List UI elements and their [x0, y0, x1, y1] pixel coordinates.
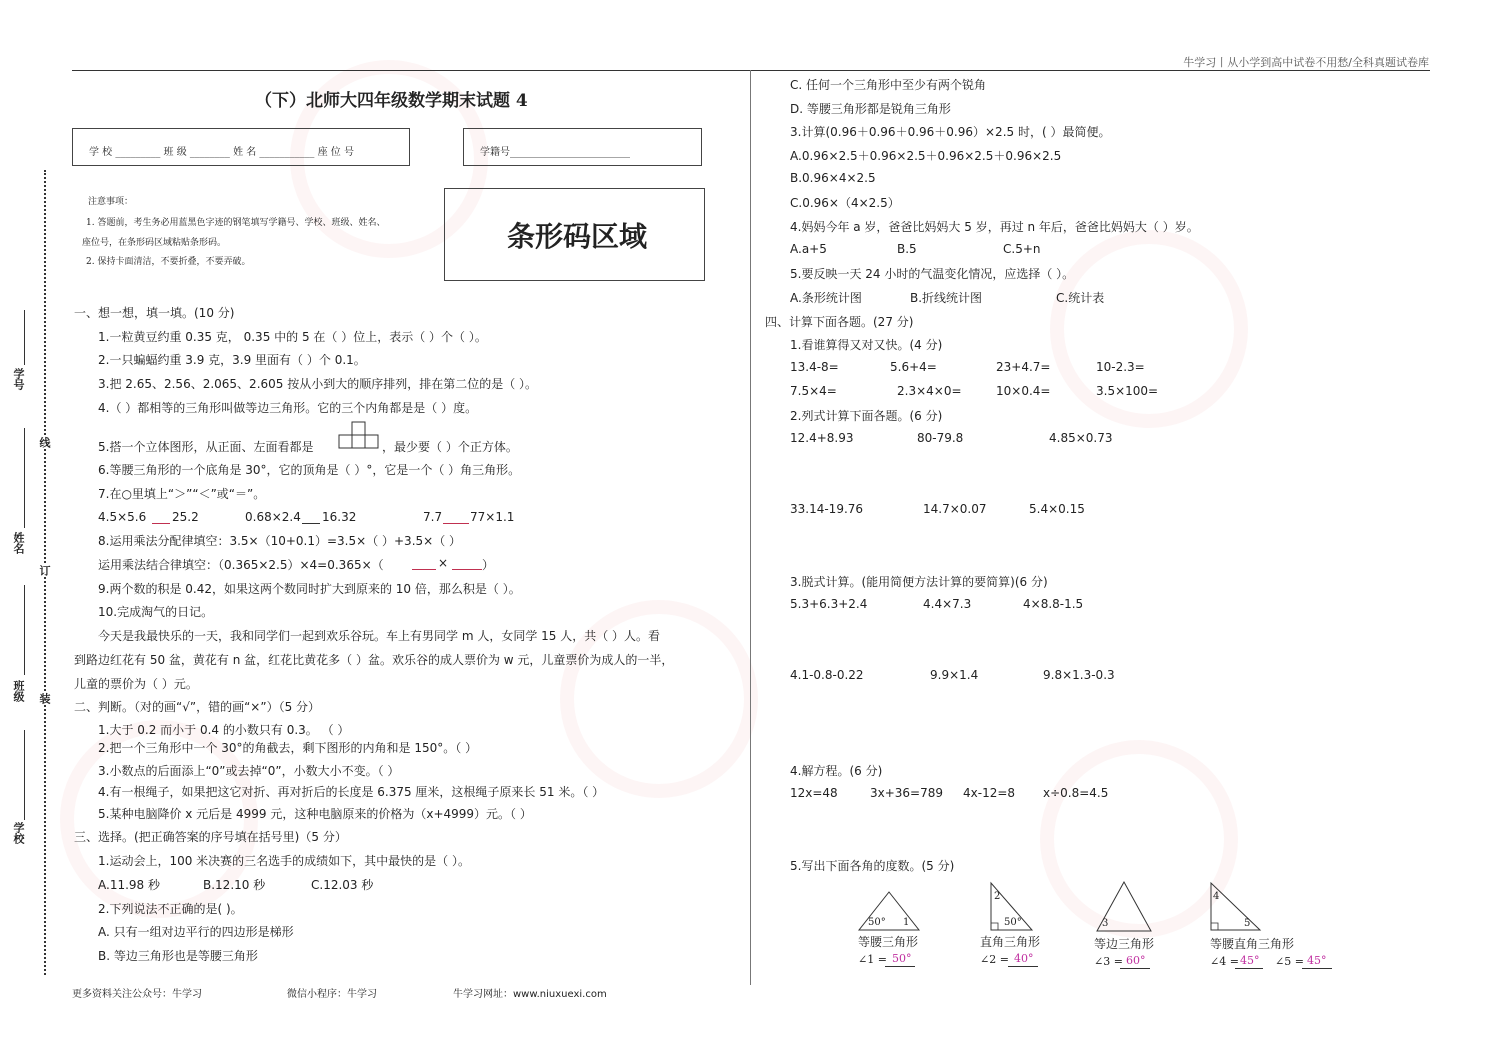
q7-b-blank — [302, 523, 320, 524]
tri3-answer: 60° — [1126, 954, 1146, 967]
calc-2-r1-c: 4.85×0.73 — [1049, 431, 1113, 445]
section-3-title: 三、选择。(把正确答案的序号填在括号里)（5 分） — [74, 830, 347, 844]
q10: 10.完成淘气的日记。 — [98, 605, 214, 619]
side-label-xingming: 姓名 — [12, 532, 25, 554]
side-label-ding: 订 — [38, 565, 51, 576]
q5-part1: 5.搭一个立体图形，从正面、左面看都是 — [98, 440, 314, 454]
header-slogan: 牛学习丨从小学到高中试卷不用愁/全科真题试卷库 — [1183, 56, 1429, 69]
choice-3-c: C.0.96×（4×2.5） — [790, 196, 900, 210]
calc-4-d: x÷0.8=4.5 — [1043, 786, 1109, 800]
calc-2-r1-a: 12.4+8.93 — [790, 431, 854, 445]
calc-4-c: 4x-12=8 — [963, 786, 1016, 800]
calc-2-title: 2.列式计算下面各题。(6 分) — [790, 409, 943, 423]
calc-4-a: 12x=48 — [790, 786, 838, 800]
id-box-text: 学籍号________________________ — [480, 147, 630, 158]
tri3-angle-number: 3 — [1102, 918, 1109, 929]
tri1-angle-number: 1 — [903, 917, 910, 928]
info-box — [72, 128, 410, 166]
calc-3-title: 3.脱式计算。(能用简便方法计算的要简算)(6 分) — [790, 575, 1048, 589]
tri1-answer: 50° — [892, 952, 912, 965]
tri3-answer-line — [1120, 968, 1150, 969]
choice-5: 5.要反映一天 24 小时的气温变化情况，应选择（ ）。 — [790, 267, 1075, 281]
section-4-title: 四、计算下面各题。(27 分) — [765, 315, 914, 329]
calc-3-r1-b: 4.4×7.3 — [923, 597, 972, 611]
q8-b-part3: ） — [482, 558, 495, 572]
tri2-base-angle: 50° — [1004, 917, 1022, 928]
barcode-box — [444, 188, 705, 281]
calc-2-r2-c: 5.4×0.15 — [1029, 502, 1085, 516]
side-label-xian: 线 — [38, 437, 51, 448]
notes-line3: 2. 保持卡面清洁，不要折叠，不要弄破。 — [86, 257, 251, 267]
diary-line3: 儿童的票价为（ ）元。 — [74, 677, 198, 691]
tri2-angle-label: ∠2 = — [980, 953, 1009, 966]
tri4-name: 等腰直角三角形 — [1210, 937, 1295, 951]
q7-c-left: 7.7 — [423, 510, 443, 524]
calc-1-r2-d: 3.5×100= — [1096, 384, 1159, 398]
calc-1-r2-b: 2.3×4×0= — [897, 384, 962, 398]
choice-4: 4.妈妈今年 a 岁，爸爸比妈妈大 5 岁，再过 n 年后，爸爸比妈妈大（ ）岁。 — [790, 220, 1199, 234]
choice-1-b: B.12.10 秒 — [203, 878, 266, 892]
q7-a-right: 25.2 — [172, 510, 199, 524]
q6: 6.等腰三角形的一个底角是 30°，它的顶角是（ ）°，它是一个（ ）角三角形。 — [98, 463, 521, 477]
choice-1-c: C.12.03 秒 — [311, 878, 374, 892]
q7-b-left: 0.68×2.4 — [245, 510, 301, 524]
notes-title: 注意事项： — [88, 197, 134, 207]
notes-line2: 座位号，在条形码区域粘贴条形码。 — [82, 238, 227, 248]
notes-line1: 1. 答题前，考生务必用蓝黑色字迹的钢笔填写学籍号、学校、班级、姓名、 — [86, 218, 386, 228]
side-label-xuexiao: 学校 — [12, 822, 25, 844]
calc-5-title: 5.写出下面各角的度数。(5 分) — [790, 859, 955, 873]
tri1-answer-line — [885, 966, 915, 967]
q2: 2.一只蝙蝠约重 3.9 克，3.9 里面有（ ）个 0.1。 — [98, 353, 366, 367]
isosceles-right-triangle-figure — [1208, 880, 1264, 932]
tri5-answer: 45° — [1307, 954, 1327, 967]
calc-3-r2-b: 9.9×1.4 — [930, 668, 979, 682]
choice-2-a: A. 只有一组对边平行的四边形是梯形 — [98, 925, 294, 939]
choice-4-b: B.5 — [897, 242, 917, 256]
q8-b-blank2 — [452, 569, 482, 570]
isosceles-triangle-figure — [855, 890, 923, 932]
q1: 1.一粒黄豆约重 0.35 克， 0.35 中的 5 在（ ）位上，表示（ ）个（ ）。 — [98, 330, 487, 344]
page-title: （下）北师大四年级数学期末试题 4 — [255, 91, 528, 111]
side-label-zhuang: 装 — [38, 693, 51, 704]
side-blank-3 — [24, 585, 25, 675]
side-label-xuehao: 学号 — [12, 368, 25, 390]
q7-c-right: 77×1.1 — [470, 510, 515, 524]
column-divider — [750, 70, 751, 985]
q8-b-blank1 — [412, 569, 436, 570]
calc-1-r2-a: 7.5×4= — [790, 384, 837, 398]
tri1-base-angle: 50° — [868, 917, 886, 928]
cube-view-figure — [338, 420, 380, 450]
calc-3-r2-a: 4.1-0.8-0.22 — [790, 668, 864, 682]
calc-4-b: 3x+36=789 — [870, 786, 944, 800]
choice-2-d: D. 等腰三角形都是锐角三角形 — [790, 102, 951, 116]
tri2-answer: 40° — [1014, 952, 1034, 965]
q8-b-part1: 运用乘法结合律填空：（0.365×2.5）×4=0.365×（ — [98, 558, 384, 572]
judge-2: 2.把一个三角形中一个 30°的角截去，剩下图形的内角和是 150°。（ ） — [98, 741, 478, 755]
id-box — [463, 128, 702, 166]
choice-2: 2.下列说法不正确的是( )。 — [98, 902, 243, 916]
calc-3-r1-c: 4×8.8-1.5 — [1023, 597, 1084, 611]
q7: 7.在○里填上“＞”“＜”或“＝”。 — [98, 487, 266, 501]
choice-3-a: A.0.96×2.5＋0.96×2.5＋0.96×2.5＋0.96×2.5 — [790, 149, 1062, 163]
tri2-answer-line — [1008, 966, 1038, 967]
q5-part2: ，最少要（ ）个正方体。 — [382, 440, 518, 454]
judge-3: 3.小数点的后面添上“0”或去掉“0”，小数大小不变。（ ） — [98, 764, 400, 778]
calc-3-r2-c: 9.8×1.3-0.3 — [1043, 668, 1115, 682]
side-blank-2 — [24, 428, 25, 528]
calc-1-r1-b: 5.6+4= — [890, 360, 937, 374]
tri5-answer-line — [1302, 968, 1332, 969]
calc-2-r1-b: 80-79.8 — [917, 431, 964, 445]
calc-1-r1-d: 10-2.3= — [1096, 360, 1145, 374]
calc-3-r1-a: 5.3+6.3+2.4 — [790, 597, 868, 611]
tri1-name: 等腰三角形 — [858, 935, 919, 949]
section-1-title: 一、想一想，填一填。(10 分) — [74, 306, 235, 320]
choice-5-a: A.条形统计图 — [790, 291, 862, 305]
tri4-answer: 45° — [1240, 954, 1260, 967]
q7-a-left: 4.5×5.6 — [98, 510, 147, 524]
calc-1-title: 1.看谁算得又对又快。(4 分) — [790, 338, 943, 352]
header-rule — [72, 70, 1430, 71]
choice-3: 3.计算(0.96＋0.96＋0.96＋0.96）×2.5 时，( ）最简便。 — [790, 125, 1111, 139]
choice-5-b: B.折线统计图 — [910, 291, 983, 305]
tri1-angle-label: ∠1 = — [858, 953, 887, 966]
diary-line1: 今天是我最快乐的一天，我和同学们一起到欢乐谷玩。车上有男同学 m 人，女同学 15 人，共（ ）人。看 — [98, 629, 661, 643]
footer-website[interactable]: 牛学习网址：www.niuxuexi.com — [453, 989, 607, 1000]
info-box-text: 学 校 _________ 班 级 ________ 姓 名 ___________ 座 位 号 — [89, 147, 354, 158]
q9: 9.两个数的积是 0.42，如果这两个数同时扩大到原来的 10 倍，那么积是（ ）。 — [98, 582, 521, 596]
tri4-angle-label: ∠4 = — [1210, 955, 1239, 968]
tri3-angle-label: ∠3 = — [1094, 955, 1123, 968]
footer-mini-program: 微信小程序：牛学习 — [287, 989, 377, 1000]
choice-4-c: C.5+n — [1003, 242, 1041, 256]
tri2-name: 直角三角形 — [980, 935, 1041, 949]
q7-a-blank — [152, 523, 170, 524]
barcode-label: 条形码区域 — [507, 220, 648, 253]
judge-5: 5.某种电脑降价 x 元后是 4999 元，这种电脑原来的价格为（x+4999）元。（ ） — [98, 807, 532, 821]
choice-4-a: A.a+5 — [790, 242, 827, 256]
tri4-answer-line — [1235, 968, 1263, 969]
diary-line2: 到路边红花有 50 盆，黄花有 n 盆，红花比黄花多（ ）盆。欢乐谷的成人票价为 w 元，儿童票价为成人的一半， — [74, 653, 674, 667]
tri2-angle-number: 2 — [994, 891, 1001, 902]
q7-c-blank — [443, 523, 469, 524]
side-blank-1 — [24, 310, 25, 365]
side-blank-4 — [24, 730, 25, 820]
calc-1-r1-a: 13.4-8= — [790, 360, 839, 374]
tri4-angle-number-4: 4 — [1213, 891, 1220, 902]
choice-5-c: C.统计表 — [1056, 291, 1105, 305]
watermark-circle — [1050, 230, 1248, 428]
q8-b-part2: × — [438, 556, 449, 570]
footer-wechat-account: 更多资料关注公众号：牛学习 — [72, 989, 202, 1000]
judge-4: 4.有一根绳子，如果把这它对折、再对折后的长度是 6.375 厘米，这根绳子原来长 51 米。（ ） — [98, 785, 605, 799]
calc-2-r2-a: 33.14-19.76 — [790, 502, 864, 516]
choice-2-c: C. 任何一个三角形中至少有两个锐角 — [790, 78, 987, 92]
q3: 3.把 2.65、2.56、2.065、2.605 按从小到大的顺序排列，排在第二位的是（ ）。 — [98, 377, 538, 391]
calc-1-r1-c: 23+4.7= — [996, 360, 1051, 374]
calc-1-r2-c: 10×0.4= — [996, 384, 1051, 398]
side-label-banji: 班级 — [12, 680, 25, 702]
choice-2-b: B. 等边三角形也是等腰三角形 — [98, 949, 258, 963]
tri3-name: 等边三角形 — [1094, 937, 1155, 951]
choice-1-a: A.11.98 秒 — [98, 878, 160, 892]
q8: 8.运用乘法分配律填空：3.5×（10+0.1）=3.5×（ ）+3.5×（ ） — [98, 534, 462, 548]
choice-1: 1.运动会上，100 米决赛的三名选手的成绩如下，其中最快的是（ ）。 — [98, 854, 470, 868]
calc-2-r2-b: 14.7×0.07 — [923, 502, 987, 516]
choice-3-b: B.0.96×4×2.5 — [790, 171, 876, 185]
tri4-angle-number-5: 5 — [1244, 918, 1251, 929]
tri5-angle-label: ∠5 = — [1275, 955, 1304, 968]
calc-4-title: 4.解方程。(6 分) — [790, 764, 883, 778]
section-2-title: 二、判断。（对的画“√”，错的画“×”）（5 分） — [74, 700, 321, 714]
q7-b-right: 16.32 — [322, 510, 357, 524]
q4: 4.（ ）都相等的三角形叫做等边三角形。它的三个内角都是是（ ）度。 — [98, 401, 478, 415]
judge-1: 1.大于 0.2 而小于 0.4 的小数只有 0.3。 （ ） — [98, 723, 350, 737]
